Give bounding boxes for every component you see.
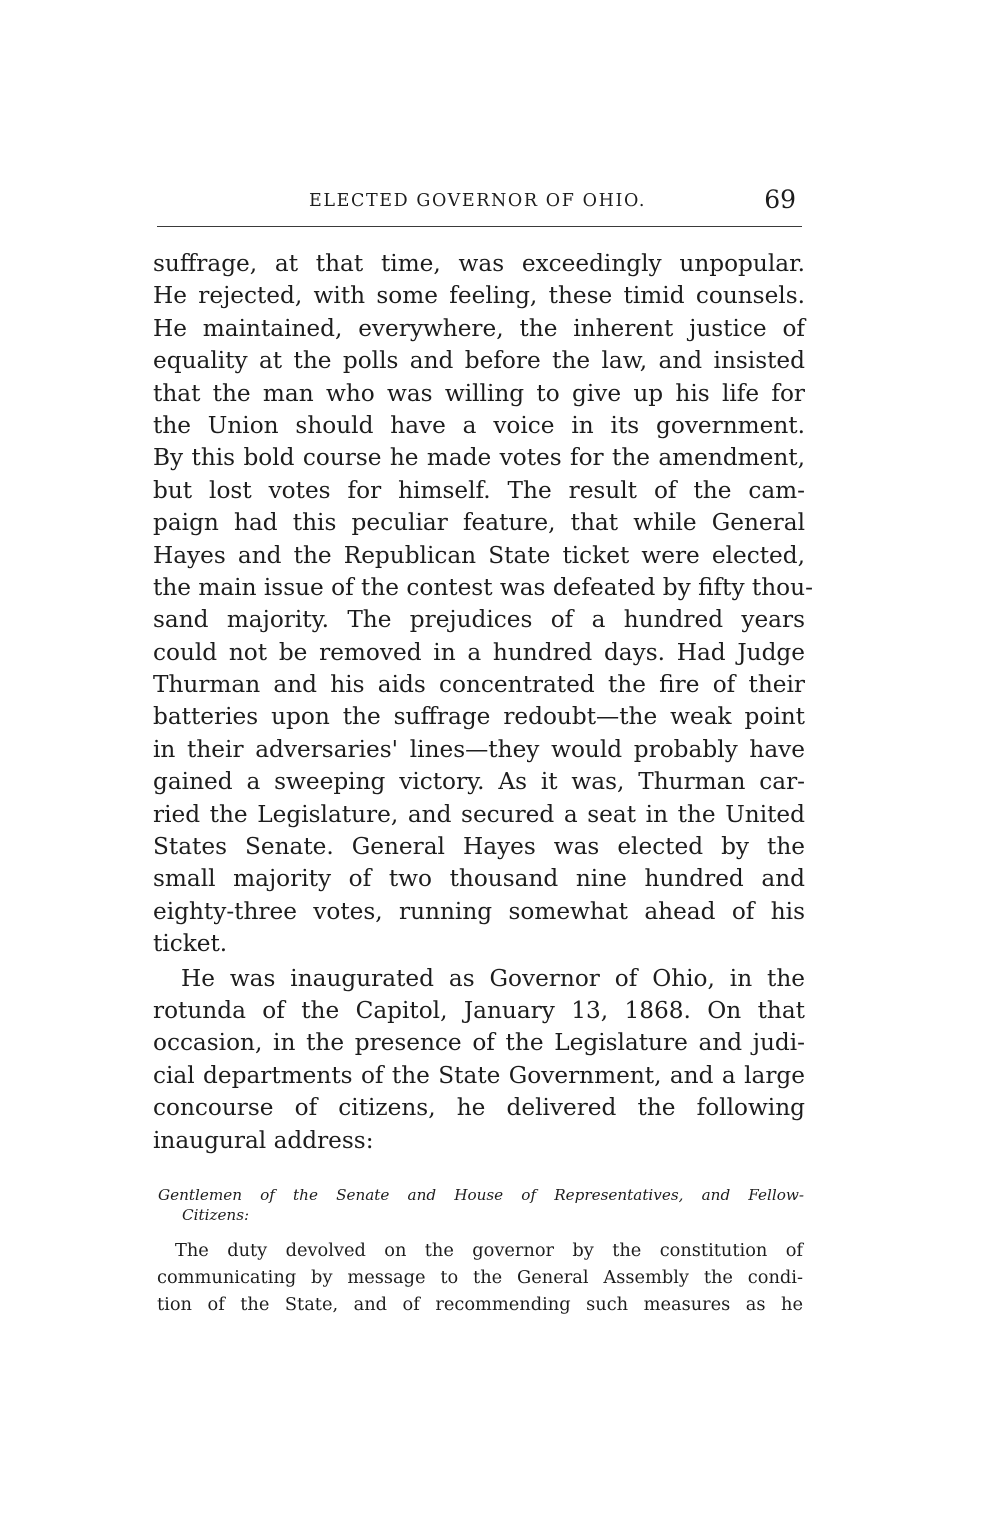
text-line: ried the Legislature, and secured a seat in the United: [153, 800, 805, 828]
text-line: occasion, in the presence of the Legislature and judi-: [153, 1029, 805, 1057]
text-line: in their adversaries' lines—they would probably have: [153, 735, 805, 763]
text-line: the Union should have a voice in its government.: [153, 411, 805, 439]
text-line: sand majority. The prejudices of a hundred years: [153, 606, 805, 634]
address-text: [157, 1237, 803, 1318]
salutation-line: Citizens:: [182, 1206, 250, 1224]
text-line: concourse of citizens, he delivered the following: [153, 1094, 805, 1122]
text-line: small majority of two thousand nine hundred and: [153, 865, 805, 893]
text-line: By this bold course he made votes for the amendment,: [153, 444, 805, 472]
header-rule: [157, 226, 802, 227]
text-line: He maintained, everywhere, the inherent justice of: [153, 314, 805, 342]
text-line: He was inaugurated as Governor of Ohio, in the: [181, 964, 805, 992]
salutation-line: Gentlemen of the Senate and House of Representatives, and Fellow-: [158, 1186, 804, 1204]
address-line: The duty devolved on the governor by the constitution of: [175, 1240, 803, 1261]
text-line: ticket.: [153, 930, 228, 958]
address-salutation: [158, 1185, 804, 1225]
text-line: eighty-three votes, running somewhat ahead of his: [153, 897, 805, 925]
address-line: tion of the State, and of recommending such measures as he: [157, 1294, 803, 1315]
text-line: rotunda of the Capitol, January 13, 1868. On that: [153, 996, 805, 1024]
running-title: ELECTED GOVERNOR OF OHIO.: [309, 191, 647, 211]
text-line: batteries upon the suffrage redoubt—the weak point: [153, 703, 805, 731]
page-number: 69: [764, 185, 796, 214]
text-line: that the man who was willing to give up his life for: [153, 379, 805, 407]
text-line: Thurman and his aids concentrated the fire of their: [153, 671, 805, 699]
address-line: communicating by message to the General Assembly the condi-: [157, 1267, 803, 1288]
text-line: but lost votes for himself. The result of the cam-: [153, 476, 805, 504]
body-text: [153, 248, 813, 1157]
text-line: gained a sweeping victory. As it was, Thurman car-: [153, 768, 805, 796]
text-line: could not be removed in a hundred days. Had Judge: [153, 638, 805, 666]
text-line: paign had this peculiar feature, that while General: [153, 509, 805, 537]
text-line: the main issue of the contest was defeated by fifty thou-: [153, 573, 813, 601]
text-line: suffrage, at that time, was exceedingly unpopular.: [153, 250, 805, 277]
text-line: Hayes and the Republican State ticket were elected,: [153, 541, 805, 569]
text-line: inaugural address:: [153, 1126, 374, 1154]
text-line: equality at the polls and before the law, and insisted: [153, 347, 805, 375]
text-line: cial departments of the State Government, and a large: [153, 1061, 805, 1089]
text-line: He rejected, with some feeling, these timid counsels.: [153, 282, 805, 310]
text-line: States Senate. General Hayes was elected by the: [153, 833, 805, 861]
page-header: [157, 185, 802, 215]
